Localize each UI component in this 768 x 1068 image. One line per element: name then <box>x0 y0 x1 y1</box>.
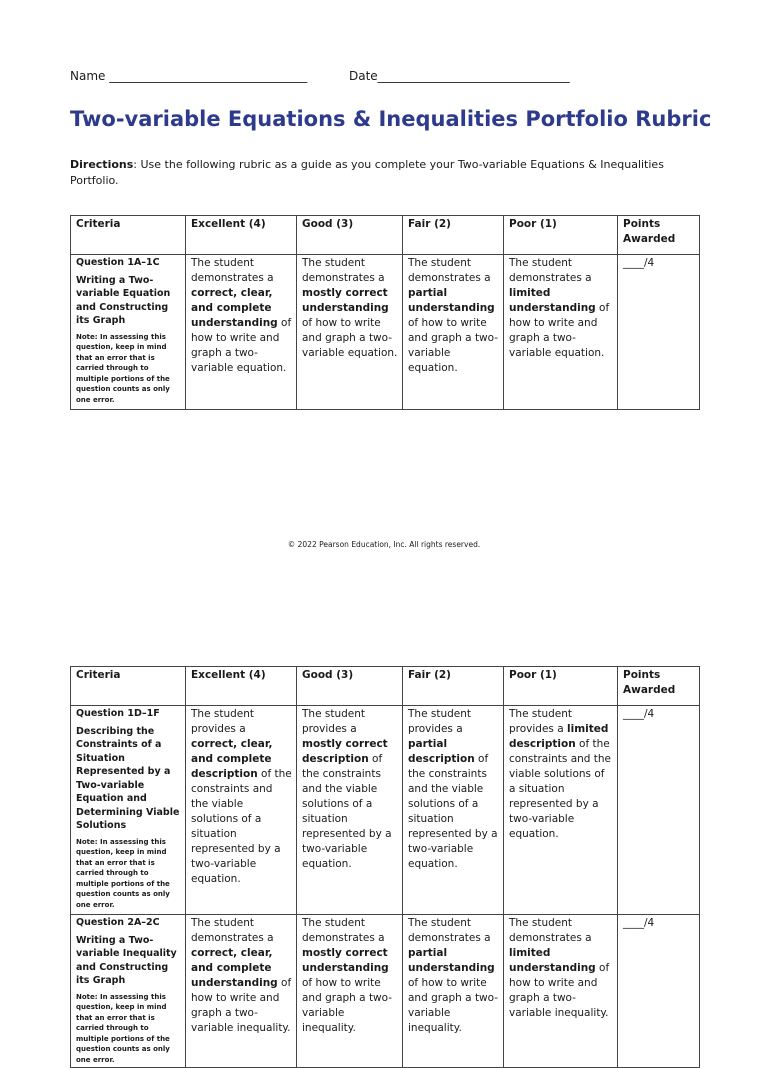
cell-emphasis: correct, clear, and complete description <box>191 738 273 780</box>
cell-emphasis: mostly correct understanding <box>302 947 389 974</box>
good-cell <box>297 706 403 915</box>
criteria-cell <box>71 706 186 915</box>
cell-emphasis: limited description <box>509 723 609 750</box>
col-good: Good (3) <box>297 667 403 706</box>
directions-text: : Use the following rubric as a guide as you complete your Two-variable Equations & Inequalities Portfolio. <box>70 158 664 187</box>
excellent-cell <box>186 255 297 410</box>
poor-cell <box>504 915 618 1068</box>
fair-cell <box>403 706 504 915</box>
fair-cell <box>403 915 504 1068</box>
question-label: Question 1D–1F <box>76 708 160 719</box>
question-label: Question 2A–2C <box>76 917 160 928</box>
good-cell <box>297 255 403 410</box>
cell-text: The student provides a <box>509 708 573 735</box>
col-good: Good (3) <box>297 216 403 255</box>
fair-cell <box>403 255 504 410</box>
points-awarded-field[interactable]: ____/4 <box>618 255 700 410</box>
cell-text: of the constraints and the viable solutions of a situation represented by a two-variable equation. <box>302 753 392 870</box>
cell-text: The student demonstrates a <box>509 257 592 284</box>
cell-text: of how to write and graph a two-variable equation. <box>302 317 398 359</box>
cell-emphasis: limited understanding <box>509 947 596 974</box>
cell-emphasis: partial description <box>408 738 475 765</box>
cell-text: of how to write and graph a two-variable inequality. <box>509 962 610 1019</box>
cell-text: of how to write and graph a two-variable equation. <box>509 302 610 359</box>
assessment-note: Note: In assessing this question, keep in mind that an error that is carried through to multiple portions of the question counts as only one error. <box>76 837 170 909</box>
col-criteria: Criteria <box>71 216 186 255</box>
cell-text: of how to write and graph a two-variable inequality. <box>408 977 499 1034</box>
cell-text: The student provides a <box>408 708 472 735</box>
excellent-cell <box>186 706 297 915</box>
cell-text: of the constraints and the viable solutions of a situation represented by a two-variable equation. <box>191 768 292 885</box>
cell-text: The student demonstrates a <box>408 257 491 284</box>
cell-text: of how to write and graph a two-variable inequality. <box>302 977 393 1034</box>
question-topic: Describing the Constraints of a Situation Represented by a Two-variable Equation and Determining Viable Solutions <box>76 725 180 831</box>
points-awarded-field[interactable]: ____/4 <box>618 706 700 915</box>
cell-text: The student demonstrates a <box>509 917 592 944</box>
cell-text: of the constraints and the viable solutions of a situation represented by a two-variable equation. <box>509 738 612 840</box>
col-fair: Fair (2) <box>403 667 504 706</box>
name-field[interactable]: Name _________________________________ <box>70 69 308 83</box>
cell-text: of how to write and graph a two-variable inequality. <box>191 977 292 1034</box>
col-criteria: Criteria <box>71 667 186 706</box>
cell-text: The student provides a <box>191 708 255 735</box>
cell-text: The student demonstrates a <box>191 257 274 284</box>
points-awarded-field[interactable]: ____/4 <box>618 915 700 1068</box>
name-date-line <box>70 69 570 83</box>
cell-text: of how to write and graph a two-variable equation. <box>191 317 292 374</box>
rubric-table-1 <box>70 215 700 410</box>
col-poor: Poor (1) <box>504 216 618 255</box>
cell-emphasis: correct, clear, and complete understanding <box>191 287 278 329</box>
copyright-footer: © 2022 Pearson Education, Inc. All rights reserved. <box>287 540 481 549</box>
good-cell <box>297 915 403 1068</box>
cell-text: The student demonstrates a <box>191 917 274 944</box>
question-topic: Writing a Two-variable Inequality and Constructing its Graph <box>76 934 177 986</box>
rubric-table-2 <box>70 666 700 1068</box>
cell-text: The student demonstrates a <box>302 257 385 284</box>
assessment-note: Note: In assessing this question, keep in mind that an error that is carried through to multiple portions of the question counts as only one error. <box>76 332 170 404</box>
table-header-row <box>71 667 700 706</box>
cell-text: of how to write and graph a two-variable equation. <box>408 317 499 374</box>
cell-emphasis: limited understanding <box>509 287 596 314</box>
cell-emphasis: partial understanding <box>408 287 495 314</box>
directions-label: Directions <box>70 158 134 171</box>
cell-text: The student provides a <box>302 708 366 735</box>
cell-emphasis: partial understanding <box>408 947 495 974</box>
cell-text: of the constraints and the viable solutions of a situation represented by a two-variable equation. <box>408 753 498 870</box>
question-label: Question 1A–1C <box>76 257 160 268</box>
cell-text: The student demonstrates a <box>408 917 491 944</box>
cell-emphasis: mostly correct understanding <box>302 287 389 314</box>
assessment-note: Note: In assessing this question, keep in mind that an error that is carried through to multiple portions of the question counts as only one error. <box>76 992 170 1064</box>
col-points: Points Awarded <box>618 667 700 706</box>
table-row <box>71 706 700 915</box>
criteria-cell <box>71 915 186 1068</box>
col-poor: Poor (1) <box>504 667 618 706</box>
col-points: Points Awarded <box>618 216 700 255</box>
poor-cell <box>504 706 618 915</box>
col-excellent: Excellent (4) <box>186 667 297 706</box>
table-row <box>71 915 700 1068</box>
cell-emphasis: mostly correct description <box>302 738 388 765</box>
directions <box>70 157 690 189</box>
date-field[interactable]: Date________________________________ <box>349 69 570 83</box>
table-header-row <box>71 216 700 255</box>
table-row <box>71 255 700 410</box>
question-topic: Writing a Two-variable Equation and Constructing its Graph <box>76 274 171 326</box>
cell-emphasis: correct, clear, and complete understanding <box>191 947 278 989</box>
excellent-cell <box>186 915 297 1068</box>
poor-cell <box>504 255 618 410</box>
cell-text: The student demonstrates a <box>302 917 385 944</box>
col-excellent: Excellent (4) <box>186 216 297 255</box>
col-fair: Fair (2) <box>403 216 504 255</box>
criteria-cell <box>71 255 186 410</box>
page-title: Two-variable Equations & Inequalities Portfolio Rubric <box>70 107 712 131</box>
